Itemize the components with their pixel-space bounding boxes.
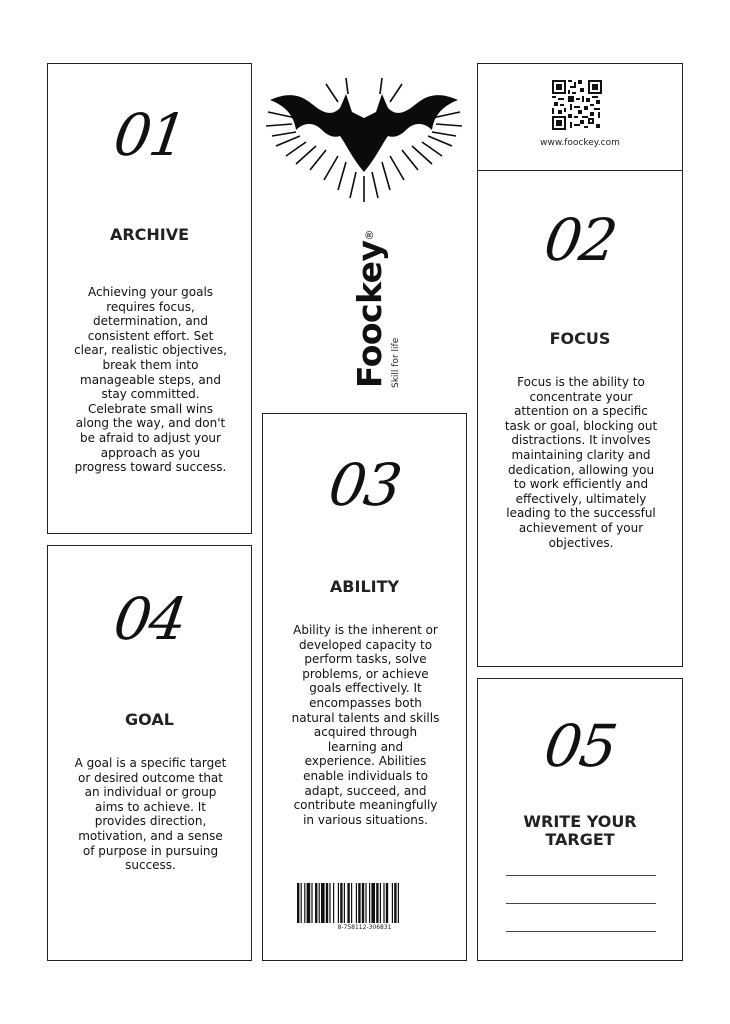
registered-mark: ® (363, 229, 376, 241)
barcode-bar (365, 883, 366, 923)
card-number: 04 (109, 585, 190, 653)
write-line[interactable] (506, 931, 656, 932)
barcode (297, 883, 433, 923)
card-title: FOCUS (549, 329, 611, 348)
barcode-bar (311, 883, 312, 923)
barcode-number: 8-758112-306831 (337, 924, 392, 931)
barcode-bar (297, 883, 299, 923)
brand-tagline: Skill for life (391, 337, 401, 388)
barcode-bar (376, 883, 378, 923)
write-line[interactable] (506, 903, 656, 904)
card-title: WRITE YOUR TARGET (523, 812, 637, 849)
card-body: A goal is a specific target or desired outcome that an individual or group aims to achieve. It provides direction, motivation, and a sense of purpose in pursuing success. (74, 756, 227, 873)
qr-card (477, 63, 683, 171)
barcode-bar (380, 883, 381, 923)
barcode-bar (392, 883, 393, 923)
card-write-target (477, 678, 683, 961)
barcode-bar (347, 883, 349, 923)
barcode-bar (340, 883, 342, 923)
brand-wordmark (352, 230, 388, 388)
barcode-bar (304, 883, 305, 923)
card-number: 02 (540, 206, 620, 274)
barcode-bar (386, 883, 388, 923)
card-body: Ability is the inherent or developed capacity to perform tasks, solve problems, or achieve goals effectively. It encompasses both natural talents and skills acquired through learning and experience. Abilities enable individuals to adapt, succeed, and contribute meaningfully in various situations. (291, 623, 440, 827)
card-ability (262, 413, 467, 961)
website-url[interactable]: www.foockey.com (540, 138, 620, 148)
card-number: 01 (109, 101, 190, 169)
barcode-bar (362, 883, 364, 923)
barcode-bar (326, 883, 328, 923)
card-goal (47, 545, 252, 961)
bat-splatter-logo (266, 72, 462, 204)
barcode-bar (398, 883, 399, 923)
card-body: Focus is the ability to concentrate your attention on a specific task or goal, blocking out distractions. It involves maintaining clarity and dedication, allowing you to work efficiently and effectively, ultimately leading to the successful achievement of your objectives. (504, 375, 658, 550)
barcode-bar (344, 883, 345, 923)
barcode-bar (319, 883, 320, 923)
barcode-bar (394, 883, 396, 923)
card-number: 05 (540, 712, 620, 780)
barcode-bar (356, 883, 357, 923)
barcode-bar (351, 883, 352, 923)
barcode-bar (338, 883, 339, 923)
barcode-bar (301, 883, 302, 923)
card-archive (47, 63, 252, 534)
card-title: ABILITY (329, 577, 400, 596)
write-line[interactable] (506, 875, 656, 876)
barcode-bar (307, 883, 311, 923)
card-title: GOAL (125, 710, 174, 729)
card-number: 03 (324, 451, 405, 519)
barcode-bar (358, 883, 360, 923)
barcode-bar (329, 883, 330, 923)
barcode-bar (321, 883, 325, 923)
brand-name: Foockey (350, 240, 389, 388)
card-focus (477, 170, 683, 667)
card-body: Achieving your goals requires focus, determination, and consistent effort. Set clear, realistic objectives, break them into manageable steps, and stay committed. Celebrate small wins along the way, and don't be afraid to adjust your approach as you progress toward success. (74, 285, 227, 475)
barcode-bar (371, 883, 375, 923)
card-title: ARCHIVE (109, 225, 190, 244)
barcode-bar (333, 883, 334, 923)
barcode-bar (315, 883, 317, 923)
barcode-bar (369, 883, 370, 923)
qr-code[interactable] (552, 80, 602, 130)
barcode-bar (383, 883, 384, 923)
